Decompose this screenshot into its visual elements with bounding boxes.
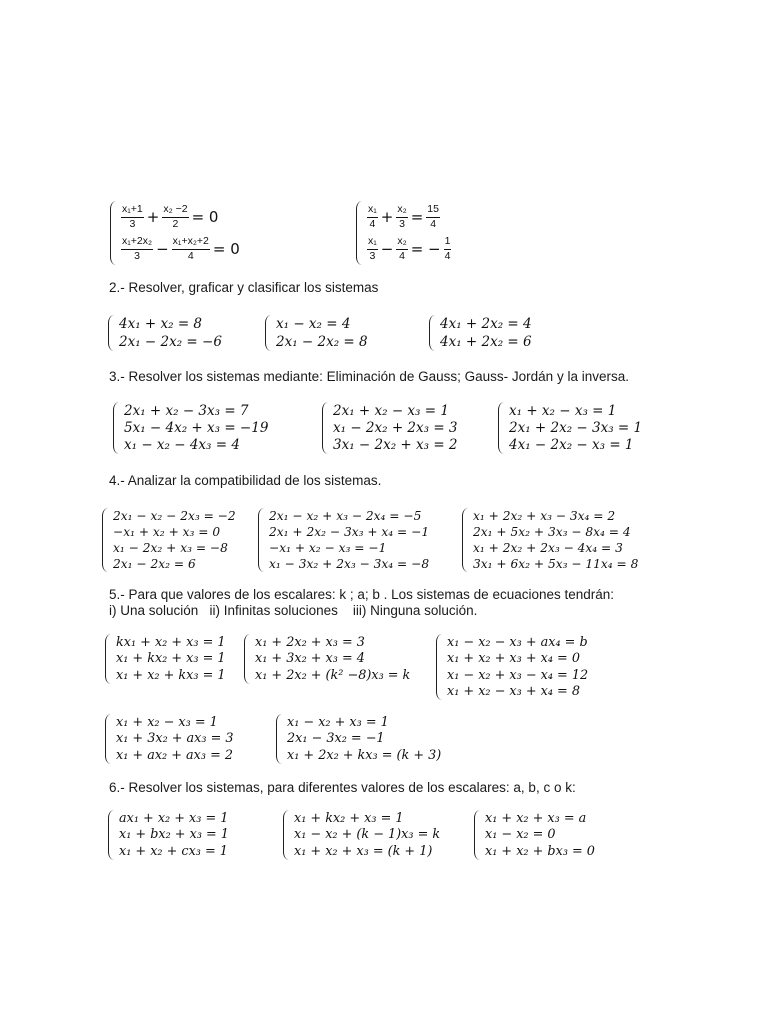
system-4a	[102, 508, 236, 572]
system-3b	[322, 402, 458, 454]
equation: 4x₁ + 2x₂ = 6	[440, 333, 532, 350]
system-5c	[436, 634, 588, 700]
equation: x₁ + bx₂ + x₃ = 1	[119, 827, 229, 843]
equation: x₁ + x₂ − x₃ + x₄ = 8	[447, 684, 580, 700]
equation: 2x₁ + x₂ − 3x₃ = 7	[124, 402, 249, 419]
system-5d	[105, 714, 234, 764]
brace	[265, 315, 273, 351]
brace	[258, 508, 266, 572]
equation: x₁ + 2x₂ + x₃ − 3x₄ = 2	[473, 508, 616, 523]
section-3-heading: 3.- Resolver los sistemas mediante: Eliminación de Gauss; Gauss- Jordán y la inversa.	[109, 369, 629, 384]
section-2-heading: 2.- Resolver, graficar y clasificar los sistemas	[109, 280, 379, 295]
equation: −x₁ + x₂ − x₃ = −1	[269, 540, 387, 555]
brace	[322, 402, 330, 454]
system-6c	[474, 810, 595, 860]
equation: $\frac{\text{x₁+2x₂}}{3}$ − $\frac{\text{x₁+x₂+2}}{4}$ = 0	[122, 235, 240, 262]
equation: x₁ + x₂ + x₃ = a	[485, 810, 587, 826]
equation: 2x₁ + x₂ − x₃ = 1	[333, 402, 449, 419]
equation: 2x₁ − 2x₂ = 8	[276, 333, 368, 350]
system-2c	[429, 315, 532, 351]
equation: x₁ − x₂ − 4x₃ = 4	[124, 437, 240, 454]
equation: 4x₁ + 2x₂ = 4	[440, 315, 532, 332]
system-4b	[258, 508, 429, 572]
brace	[108, 315, 116, 351]
brace	[113, 402, 121, 454]
system-5b	[244, 634, 410, 684]
system-3a	[113, 402, 268, 454]
equation: x₁ − x₂ + (k − 1)x₃ = k	[294, 827, 441, 843]
equation: x₁ − x₂ + x₃ = 1	[287, 714, 389, 730]
system-5e	[276, 714, 441, 764]
equation: 2x₁ + 2x₂ − 3x₃ + x₄ = −1	[269, 524, 430, 539]
equation: x₁ + 3x₂ + x₃ = 4	[255, 651, 365, 667]
equation: 4x₁ + x₂ = 8	[119, 315, 203, 332]
equation: 2x₁ − 2x₂ = 6	[113, 556, 196, 571]
equation: x₁ − x₂ − x₃ + ax₄ = b	[447, 634, 588, 650]
equation: 2x₁ + 5x₂ + 3x₃ − 8x₄ = 4	[473, 524, 631, 539]
equation: 2x₁ + 2x₂ − 3x₃ = 1	[509, 419, 643, 436]
equation: x₁ + x₂ + bx₃ = 0	[485, 843, 595, 859]
equation: x₁ + x₂ + x₃ + x₄ = 0	[447, 651, 580, 667]
equation: x₁ + x₂ + kx₃ = 1	[116, 667, 226, 683]
brace	[283, 810, 291, 860]
system-6b	[283, 810, 440, 860]
section-4-heading: 4.- Analizar la compatibilidad de los sistemas.	[109, 473, 382, 488]
equation: x₁ + 2x₂ + (k² −8)x₃ = k	[255, 667, 411, 683]
equation: kx₁ + x₂ + x₃ = 1	[116, 634, 226, 650]
system-1a	[110, 201, 240, 265]
system-4c	[462, 508, 638, 572]
system-6a	[108, 810, 229, 860]
brace	[244, 634, 252, 684]
equation: 4x₁ − 2x₂ − x₃ = 1	[509, 437, 634, 454]
equation: x₁ + 2x₂ + 2x₃ − 4x₄ = 3	[473, 540, 623, 555]
brace	[108, 810, 116, 860]
equation: x₁ − 2x₂ + x₃ = −8	[113, 540, 228, 555]
equation: −x₁ + x₂ + x₃ = 0	[113, 524, 221, 539]
brace	[474, 810, 482, 860]
system-2b	[265, 315, 368, 351]
equation: x₁ + 3x₂ + ax₃ = 3	[116, 731, 234, 747]
equation: x₁ + x₂ − x₃ = 1	[116, 714, 218, 730]
equation: x₁ + ax₂ + ax₃ = 2	[116, 747, 234, 763]
equation: 2x₁ − 2x₂ = −6	[119, 333, 222, 350]
equation: x₁ + x₂ − x₃ = 1	[509, 402, 617, 419]
equation: ax₁ + x₂ + x₃ = 1	[119, 810, 229, 826]
equation: 3x₁ + 6x₂ + 5x₃ − 11x₄ = 8	[473, 556, 639, 571]
equation: x₁ − x₂ = 0	[485, 827, 556, 843]
brace	[429, 315, 437, 351]
brace	[105, 634, 113, 684]
equation: x₁ + x₂ + cx₃ = 1	[119, 843, 228, 859]
equation: x₁ + 2x₂ + x₃ = 3	[255, 634, 365, 650]
equation: 5x₁ − 4x₂ + x₃ = −19	[124, 419, 269, 436]
equation: 2x₁ − x₂ − 2x₃ = −2	[113, 508, 236, 523]
equation: x₁ + 2x₂ + kx₃ = (k + 3)	[287, 747, 442, 763]
equation: x₁ + kx₂ + x₃ = 1	[116, 651, 226, 667]
brace	[462, 508, 470, 572]
equation: 2x₁ − x₂ + x₃ − 2x₄ = −5	[269, 508, 422, 523]
system-1b	[356, 201, 451, 265]
brace	[110, 201, 118, 265]
brace	[105, 714, 113, 764]
equation: 2x₁ − 3x₂ = −1	[287, 731, 385, 747]
brace	[436, 634, 444, 700]
brace	[276, 714, 284, 764]
section-5-subheading: i) Una solución ii) Infinitas soluciones iii) Ninguna solución.	[109, 603, 478, 618]
brace	[102, 508, 110, 572]
brace	[356, 201, 364, 265]
brace	[498, 402, 506, 454]
section-6-heading: 6.- Resolver los sistemas, para diferentes valores de los escalares: a, b, c o k:	[109, 780, 576, 795]
section-5-heading: 5.- Para que valores de los escalares: k ; a; b . Los sistemas de ecuaciones tendrán:	[109, 587, 615, 602]
equation: $\frac{\text{x₁}}{4}$ + $\frac{\text{x₂}}{3}$ = $\frac{15}{4}$	[368, 203, 439, 230]
system-3c	[498, 402, 642, 454]
equation: x₁ − x₂ = 4	[276, 315, 351, 332]
equation: $\frac{\text{x₁}}{3}$ − $\frac{\text{x₂}}{4}$ = − $\frac{1}{4}$	[368, 235, 451, 262]
equation: 3x₁ − 2x₂ + x₃ = 2	[333, 437, 458, 454]
system-2a	[108, 315, 222, 351]
equation: x₁ − x₂ + x₃ − x₄ = 12	[447, 667, 589, 683]
equation: x₁ − 2x₂ + 2x₃ = 3	[333, 419, 458, 436]
equation: x₁ + x₂ + x₃ = (k + 1)	[294, 843, 433, 859]
system-5a	[105, 634, 226, 684]
equation: x₁ + kx₂ + x₃ = 1	[294, 810, 404, 826]
equation: x₁ − 3x₂ + 2x₃ − 3x₄ = −8	[269, 556, 430, 571]
equation: $\frac{\text{x₁+1}}{3}$ + $\frac{\text{x₂ −2}}{2}$ = 0	[122, 203, 219, 230]
